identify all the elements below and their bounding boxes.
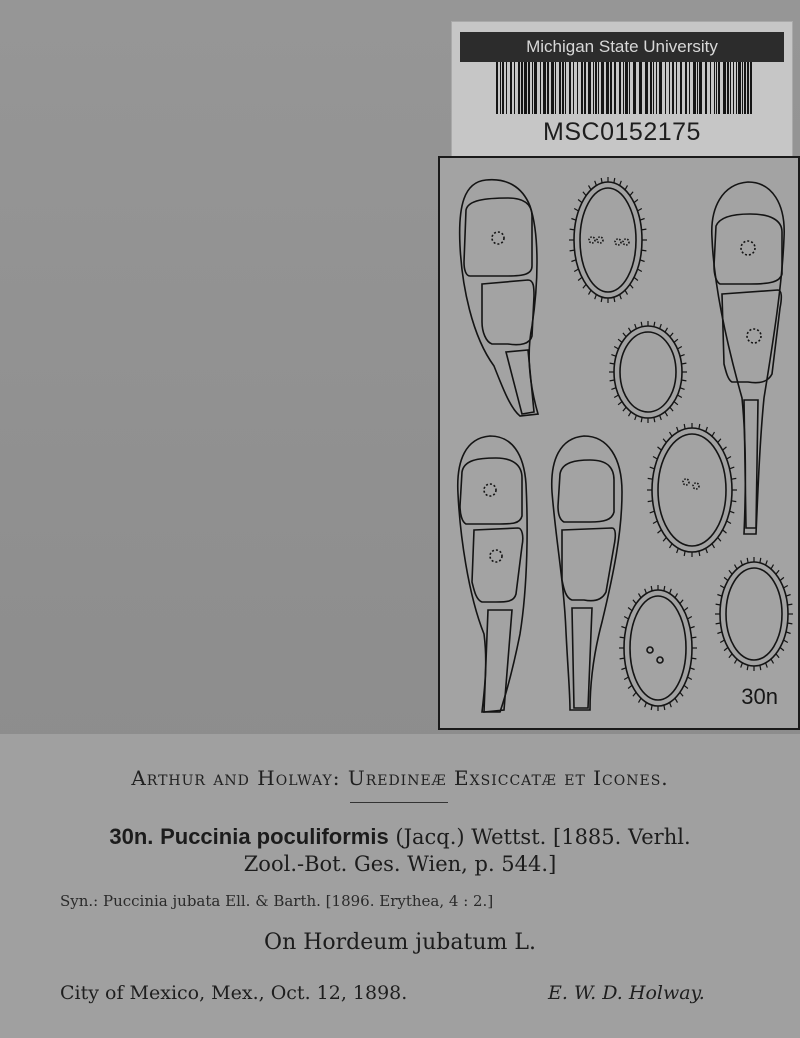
illustration-plate [438, 156, 800, 730]
aeciospore-drawing [624, 590, 692, 706]
institution-banner: Michigan State University [460, 32, 784, 62]
aeciospore-drawing [652, 428, 732, 552]
series-title: Arthur and Holway: Uredineæ Exsiccatæ et Icones. [131, 766, 669, 790]
collector: E. W. D. Holway. [548, 982, 705, 1004]
barcode-number: MSC0152175 [543, 118, 701, 146]
species-authority: (Jacq.) Wettst. [395, 825, 547, 849]
plate-number: 30n [741, 684, 778, 709]
divider [350, 802, 448, 803]
teliospore-drawing [552, 436, 622, 710]
synonym-line: Syn.: Puccinia jubata Ell. & Barth. [1896. Erythea, 4 : 2.] [60, 892, 494, 910]
citation-part2: Zool.-Bot. Ges. Wien, p. 544.] [243, 852, 557, 876]
specimen-number: 30n. [109, 824, 154, 849]
locality-date: City of Mexico, Mex., Oct. 12, 1898. [60, 982, 408, 1004]
barcode-label [452, 22, 792, 156]
host-line: On Hordeum jubatum L. [264, 930, 536, 955]
specimen-label [0, 734, 800, 1038]
teliospore-drawing [712, 182, 784, 534]
urediniospore-drawing [614, 326, 682, 418]
species-name: Puccinia poculiformis [160, 824, 389, 849]
teliospore-drawing [460, 180, 538, 416]
species-title [0, 824, 800, 850]
aeciospore-drawing [574, 182, 642, 298]
citation-part1: [1885. Verhl. [553, 825, 691, 849]
urediniospore-drawing [720, 562, 788, 666]
spore-drawings [440, 158, 798, 728]
teliospore-drawing [458, 436, 527, 712]
